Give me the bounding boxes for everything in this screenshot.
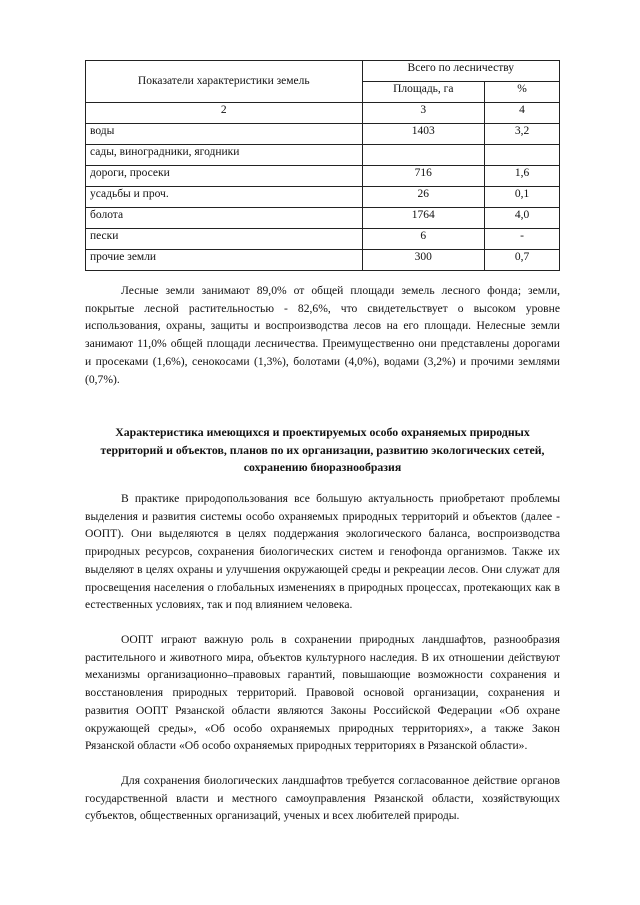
row-percent: 0,1 bbox=[485, 187, 560, 208]
table-row bbox=[86, 145, 560, 166]
table-row bbox=[86, 208, 560, 229]
row-name: болота bbox=[86, 208, 363, 229]
row-percent: 0,7 bbox=[485, 250, 560, 271]
row-name: прочие земли bbox=[86, 250, 363, 271]
row-name: воды bbox=[86, 124, 363, 145]
row-name: сады, виноградники, ягодники bbox=[86, 145, 363, 166]
header-percent: % bbox=[485, 82, 560, 103]
row-area: 1764 bbox=[362, 208, 484, 229]
section-heading: Характеристика имеющихся и проектируемых особо охраняемых природных территорий и объектов, планов по их организации, развитию экологических сетей, сохранению биоразнообразия bbox=[100, 425, 545, 474]
row-area: 300 bbox=[362, 250, 484, 271]
col-number: 4 bbox=[485, 103, 560, 124]
row-name: усадьбы и проч. bbox=[86, 187, 363, 208]
land-summary-paragraph: Лесные земли занимают 89,0% от общей площади земель лесного фонда; земли, покрытые лесной растительностью - 82,6%, что свидетельствует о высоком уровне использования, охраны, защиты и воспроизводства лесов на его площади. Нелесные земли занимают 11,0% общей площади лесничества. Преимущественно они представлены дорогами и просеками (1,6%), сенокосами (1,3%), болотами (4,0%), водами (3,2%) и прочими землями (0,7%). bbox=[85, 284, 560, 386]
oopt-legal-paragraph: ООПТ играют важную роль в сохранении природных ландшафтов, разнообразия растительного и животного мира, объектов культурного наследия. В их отношении действуют механизмы организационно–правовых гарантий, повышающие возможности сохранения и восстановления природных территорий. Правовой основой организации, сохранения и развития ООПТ Рязанской области являются Законы Российской Федерации «Об охране окружающей среды», «Об особо охраняемых природных территориях», а также Закон Рязанской области «Об особо охраняемых природных территориях в Рязанской области». bbox=[85, 633, 560, 753]
row-area bbox=[362, 145, 484, 166]
col-number: 2 bbox=[86, 103, 363, 124]
table-header-row bbox=[86, 61, 560, 82]
row-area: 716 bbox=[362, 166, 484, 187]
header-indicator: Показатели характеристики земель bbox=[86, 61, 363, 103]
table-row bbox=[86, 229, 560, 250]
table-row bbox=[86, 250, 560, 271]
table-row bbox=[86, 166, 560, 187]
table-row bbox=[86, 124, 560, 145]
table-column-number-row bbox=[86, 103, 560, 124]
header-area: Площадь, га bbox=[362, 82, 484, 103]
table-row bbox=[86, 187, 560, 208]
oopt-intro-paragraph: В практике природопользования все большую актуальность приобретают проблемы выделения и развития системы особо охраняемых природных территорий и объектов (далее - ООПТ). Они выделяются в целях поддержания экологического баланса, воспроизводства природных ресурсов, сохранения биологических систем и генофонда организмов. Также их выделяют в целях охраны и улучшения окружающей среды и рекреации лесов. Они служат для просвещения населения о глобальных изменениях в природных процессах, протекающих как в естественных условиях, так и под влиянием человека. bbox=[85, 492, 560, 612]
row-percent: 4,0 bbox=[485, 208, 560, 229]
row-percent: - bbox=[485, 229, 560, 250]
land-characteristics-table bbox=[85, 60, 560, 271]
row-percent bbox=[485, 145, 560, 166]
row-percent: 3,2 bbox=[485, 124, 560, 145]
biodiversity-paragraph: Для сохранения биологических ландшафтов требуется согласованное действие органов государственной власти и местного самоуправления Рязанской области, хозяйствующих субъектов, общественных организаций, ученых и всех любителей природы. bbox=[85, 774, 560, 823]
header-total: Всего по лесничеству bbox=[362, 61, 559, 82]
row-area: 1403 bbox=[362, 124, 484, 145]
row-name: дороги, просеки bbox=[86, 166, 363, 187]
col-number: 3 bbox=[362, 103, 484, 124]
row-area: 6 bbox=[362, 229, 484, 250]
row-name: пески bbox=[86, 229, 363, 250]
row-percent: 1,6 bbox=[485, 166, 560, 187]
row-area: 26 bbox=[362, 187, 484, 208]
